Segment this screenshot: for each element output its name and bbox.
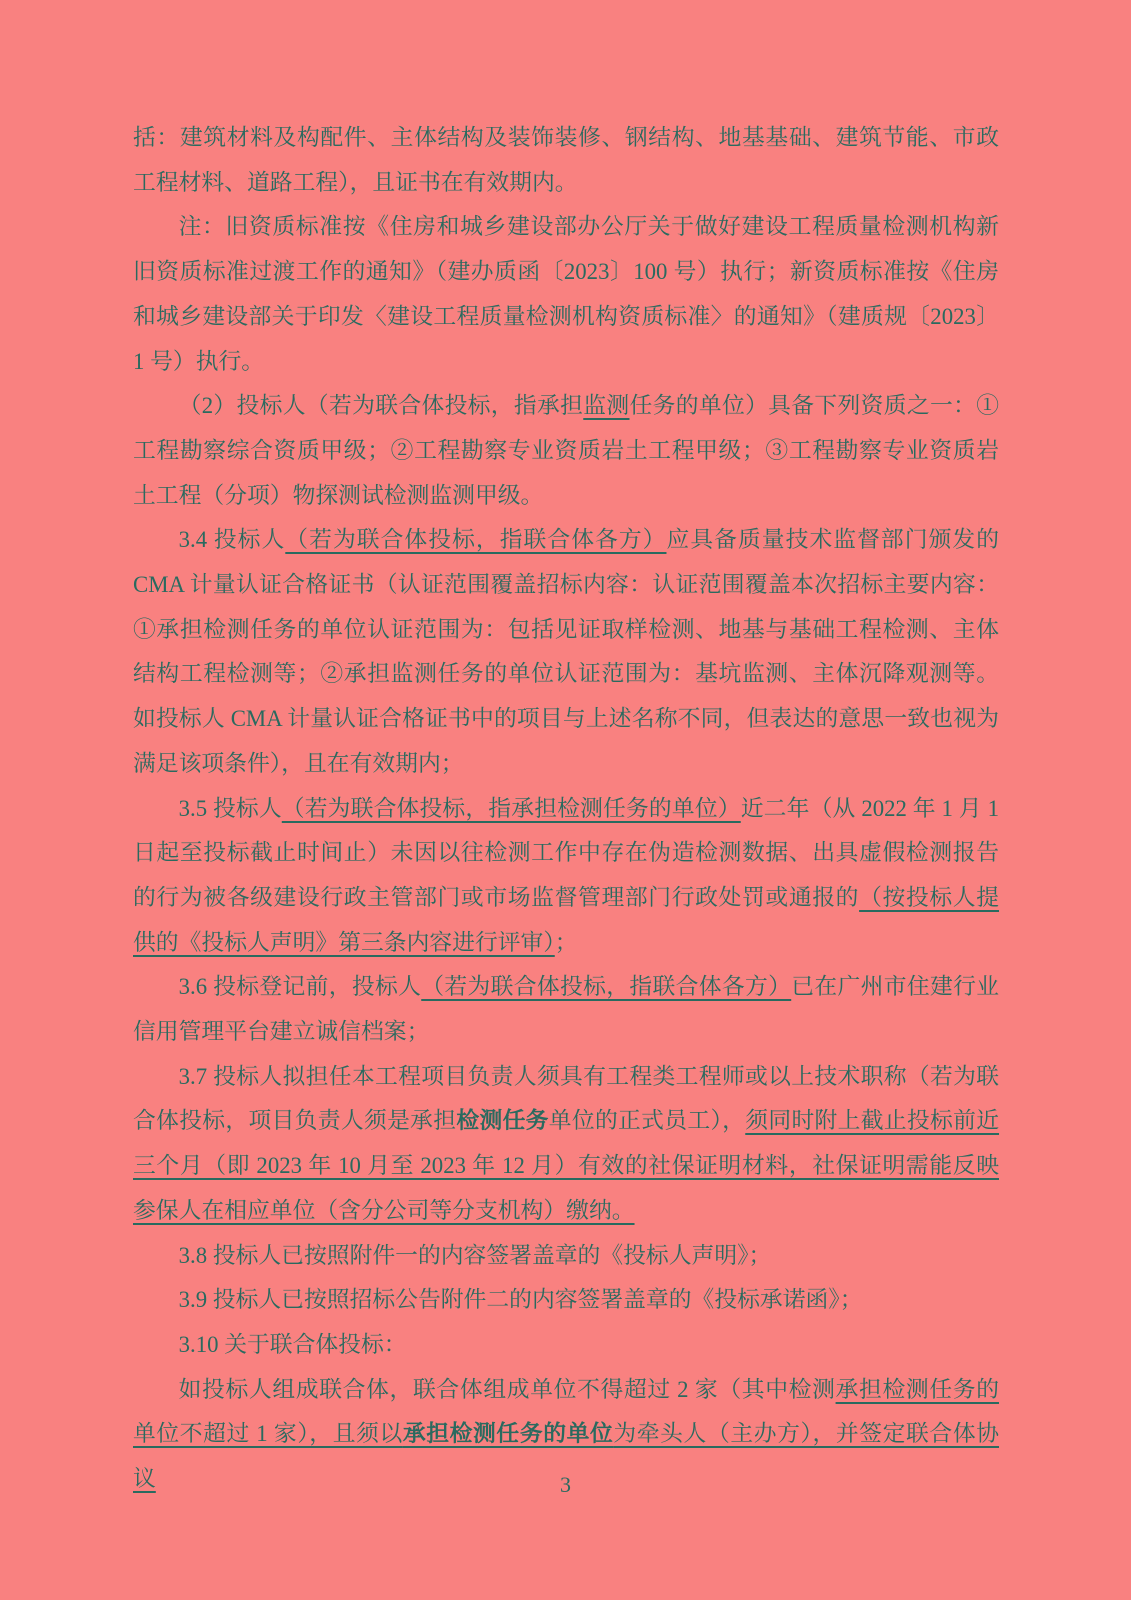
text-run: 3.8 投标人已按照附件一的内容签署盖章的《投标人声明》； bbox=[178, 1242, 772, 1268]
text-run-bold: 检测任务 bbox=[456, 1108, 549, 1134]
text-run: 已在广州市住建行业信用管理平台建立诚信档案； bbox=[133, 974, 1000, 1045]
text-run: 近二年（从 2022 年 1 月 1 日起至投标截止时间止）未因以往检测工作中存在伪造检测数据、出具虚假检测报告的行为被各级建设行政主管部门或市场监督管理部门行政处罚或通报的 bbox=[133, 795, 1000, 910]
paragraph-clause-3-10 bbox=[133, 1323, 999, 1368]
text-run: 3.7 投标人拟担任本工程项目负责人须具有工程类工程师或以上技术职称（若为联合体投标，项目负责人须是承担 bbox=[133, 1063, 999, 1134]
text-run-underlined-bold: 承担检测任务的单位 bbox=[402, 1421, 614, 1447]
text-run-underlined: 承担检测任务的单位不超过 1 家），且须以 bbox=[133, 1376, 1000, 1447]
text-run: 应具备质量技术监督部门颁发的 CMA 计量认证合格证书（认证范围覆盖招标内容：认证范围覆盖本次招标主要内容：①承担检测任务的单位认证范围为：包括见证取样检测、地基与基础工程检测、主体结构工程检测等；②承担监测任务的单位认证范围为：基坑监测、主体沉降观测等。如投标人 CMA 计量认证合格证书中的项目与上述名称不同，但表达的意思一致也视为满足该项条件），且在有效期内； bbox=[133, 527, 1000, 776]
text-run-underlined: 为牵头人（主办方），并签定联合体协议 bbox=[133, 1421, 1000, 1492]
text-run: 3.4 投标人 bbox=[178, 527, 286, 553]
text-run: 单位的正式员工）， bbox=[548, 1108, 746, 1134]
text-run-underlined: （若为联合体投标，指承担检测任务的单位） bbox=[281, 795, 741, 821]
paragraph-note-old-new-standard bbox=[133, 205, 999, 384]
text-run-underlined: （按投标人提供的《投标人声明》第三条内容进行评审） bbox=[133, 884, 1000, 955]
paragraph-clause-3-6 bbox=[133, 965, 999, 1054]
text-run: 3.9 投标人已按照招标公告附件二的内容签署盖章的《投标承诺函》； bbox=[178, 1287, 863, 1313]
text-run: 任务的单位）具备下列资质之一：①工程勘察综合资质甲级；②工程勘察专业资质岩土工程甲级；③工程勘察专业资质岩土工程（分项）物探测试检测监测甲级。 bbox=[133, 393, 1000, 508]
paragraph-clause-3-7 bbox=[133, 1055, 999, 1234]
text-run-underlined: （若为联合体投标，指联合体各方） bbox=[285, 527, 667, 553]
document-body bbox=[133, 116, 999, 1502]
paragraph-clause-3-9 bbox=[133, 1278, 999, 1323]
text-run-underlined: 须同时附上截止投标前近三个月（即 2023 年 10 月至 2023 年 12 月）有效的社保证明材料，社保证明需能反映参保人在相应单位（含分公司等分支机构）缴纳。 bbox=[133, 1108, 1000, 1223]
text-run: 3.5 投标人 bbox=[178, 795, 282, 821]
page-number: 3 bbox=[560, 1472, 571, 1497]
page-footer bbox=[0, 1470, 1131, 1500]
text-run-underlined: 监测 bbox=[583, 393, 630, 419]
text-run: 3.6 投标登记前，投标人 bbox=[178, 974, 422, 1000]
text-run: ； bbox=[554, 929, 578, 955]
text-run-underlined: （若为联合体投标，指联合体各方） bbox=[421, 974, 792, 1000]
text-run: 注：旧资质标准按《住房和城乡建设部办公厅关于做好建设工程质量检测机构新旧资质标准过渡工作的通知》（建办质函〔2023〕100 号）执行；新资质标准按《住房和城乡建设部关于印发〈建设工程质量检测机构资质标准〉的通知》（建质规〔2023〕1 号）执行。 bbox=[133, 214, 999, 374]
paragraph-clause-3-8 bbox=[133, 1234, 999, 1279]
paragraph-item-2-qualifications bbox=[133, 384, 999, 518]
paragraph-continuation bbox=[133, 116, 999, 205]
text-run: （2）投标人（若为联合体投标，指承担 bbox=[178, 393, 584, 419]
text-run: 如投标人组成联合体，联合体组成单位不得超过 2 家（其中检测 bbox=[178, 1376, 836, 1402]
paragraph-clause-3-5 bbox=[133, 787, 999, 966]
paragraph-clause-3-4 bbox=[133, 518, 999, 786]
text-run: 括：建筑材料及构配件、主体结构及装饰装修、钢结构、地基基础、建筑节能、市政工程材料、道路工程），且证书在有效期内。 bbox=[133, 125, 999, 195]
text-run: 3.10 关于联合体投标： bbox=[178, 1331, 407, 1357]
